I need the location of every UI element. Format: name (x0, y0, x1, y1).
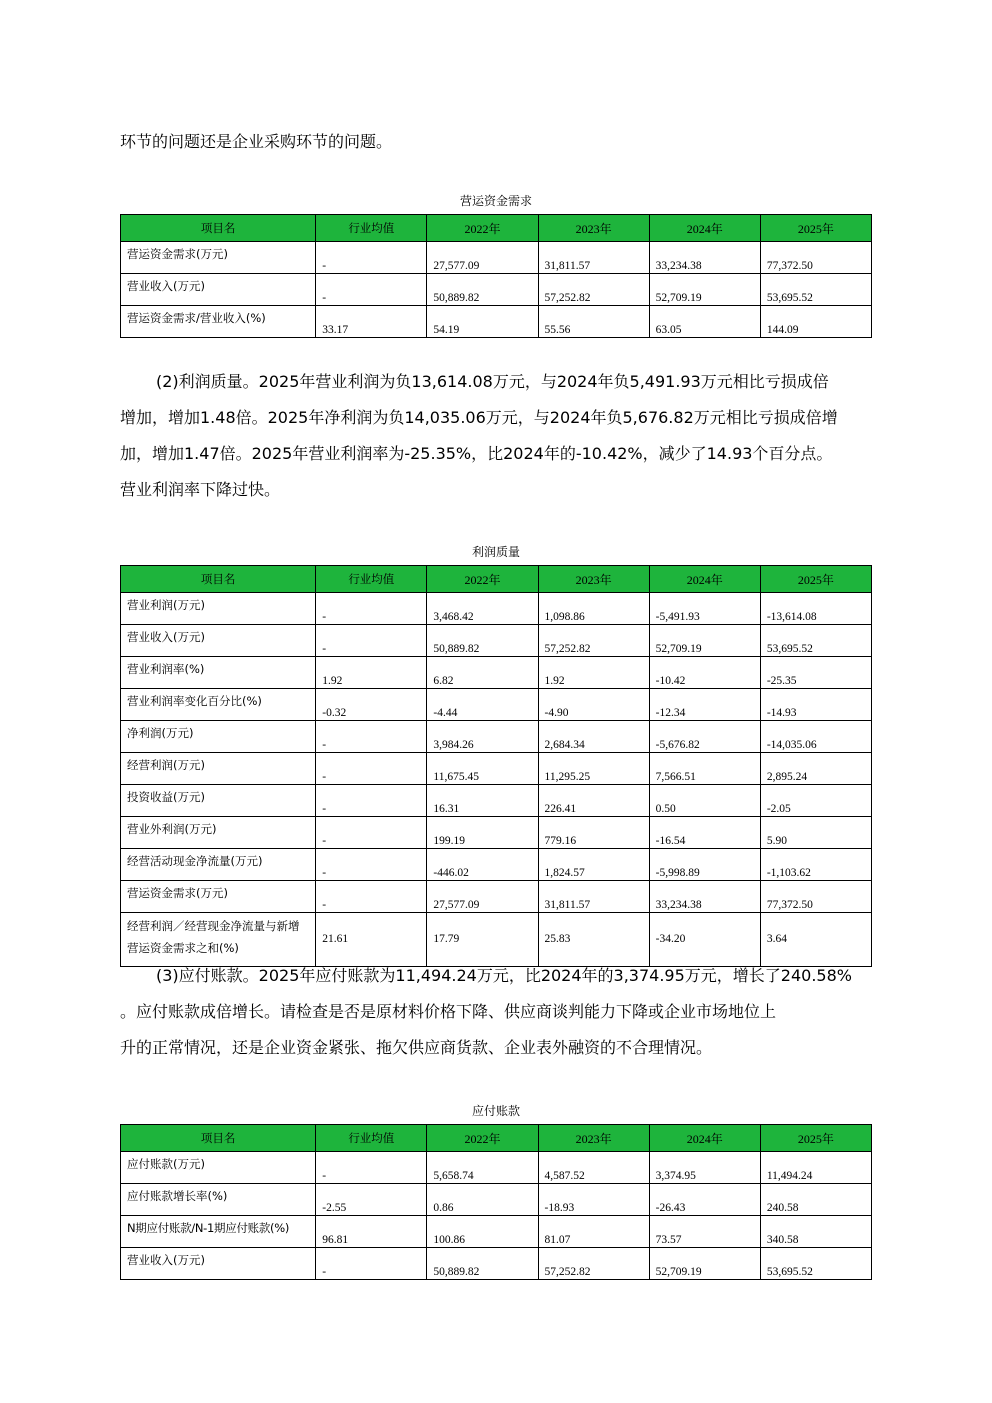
cell: 77,372.50 (760, 881, 871, 913)
cell: 144.09 (760, 306, 871, 338)
cell: 31,811.57 (538, 242, 649, 274)
cell: 55.56 (538, 306, 649, 338)
row-label: 净利润(万元) (121, 721, 316, 753)
para-line: (2)利润质量。2025年营业利润为负13,614.08万元，与2024年负5,491.93万元相比亏损成倍 (156, 372, 829, 391)
cell: 779.16 (538, 817, 649, 849)
accounts-payable-table (120, 1124, 872, 1280)
table1-caption: 营运资金需求 (459, 194, 532, 208)
table-row (121, 689, 872, 721)
cell: 53,695.52 (760, 625, 871, 657)
header-2025: 2025年 (760, 1125, 871, 1152)
row-label: 营运资金需求(万元) (121, 881, 316, 913)
row-label: 投资收益(万元) (121, 785, 316, 817)
cell: 73.57 (649, 1216, 760, 1248)
cell: - (316, 753, 427, 785)
cell: 199.19 (427, 817, 538, 849)
cell: 33.17 (316, 306, 427, 338)
cell: -2.55 (316, 1184, 427, 1216)
table-row (121, 306, 872, 338)
header-2022: 2022年 (427, 566, 538, 593)
cell: 96.81 (316, 1216, 427, 1248)
cell: -1,103.62 (760, 849, 871, 881)
cell: 50,889.82 (427, 274, 538, 306)
cell: 52,709.19 (649, 1248, 760, 1280)
cell: -34.20 (649, 913, 760, 967)
row-label: 营业收入(万元) (121, 625, 316, 657)
cell: 53,695.52 (760, 1248, 871, 1280)
table-row (121, 1184, 872, 1216)
cell: - (316, 274, 427, 306)
cell: - (316, 1248, 427, 1280)
cell: 4,587.52 (538, 1152, 649, 1184)
cell: -10.42 (649, 657, 760, 689)
cell: -5,998.89 (649, 849, 760, 881)
cell: - (316, 242, 427, 274)
cell: 54.19 (427, 306, 538, 338)
cell: 57,252.82 (538, 1248, 649, 1280)
cell: -14,035.06 (760, 721, 871, 753)
cell: 53,695.52 (760, 274, 871, 306)
table-row (121, 785, 872, 817)
table-row (121, 881, 872, 913)
table-header-row (121, 566, 872, 593)
header-2025: 2025年 (760, 566, 871, 593)
cell: 50,889.82 (427, 625, 538, 657)
para-line: (3)应付账款。2025年应付账款为11,494.24万元，比2024年的3,374.95万元，增长了240.58% (156, 966, 852, 985)
cell: 100.86 (427, 1216, 538, 1248)
cell: -4.44 (427, 689, 538, 721)
table-row (121, 274, 872, 306)
cell: -0.32 (316, 689, 427, 721)
header-item-name: 项目名 (121, 566, 316, 593)
cell: 27,577.09 (427, 881, 538, 913)
cell: 5.90 (760, 817, 871, 849)
row-label: 营业外利润(万元) (121, 817, 316, 849)
row-label: 经营利润／经营现金净流量与新增营运资金需求之和(%) (121, 913, 316, 967)
para-line: 营业利润率下降过快。 (120, 480, 281, 499)
cell: 340.58 (760, 1216, 871, 1248)
cell: 27,577.09 (427, 242, 538, 274)
header-2024: 2024年 (649, 566, 760, 593)
cell: 1.92 (316, 657, 427, 689)
header-industry-avg: 行业均值 (316, 566, 427, 593)
cell: 2,895.24 (760, 753, 871, 785)
cell: 240.58 (760, 1184, 871, 1216)
cell: 6.82 (427, 657, 538, 689)
cell: 11,494.24 (760, 1152, 871, 1184)
header-item-name: 项目名 (121, 215, 316, 242)
header-2025: 2025年 (760, 215, 871, 242)
header-item-name: 项目名 (121, 1125, 316, 1152)
cell: - (316, 849, 427, 881)
cell: 1,098.86 (538, 593, 649, 625)
cell: 63.05 (649, 306, 760, 338)
table3-caption: 应付账款 (471, 1104, 520, 1118)
cell: 57,252.82 (538, 274, 649, 306)
header-2024: 2024年 (649, 1125, 760, 1152)
row-label: 营业收入(万元) (121, 274, 316, 306)
cell: 52,709.19 (649, 274, 760, 306)
para-line: 增加，增加1.48倍。2025年净利润为负14,035.06万元，与2024年负5,676.82万元相比亏损成倍增 (120, 408, 838, 427)
cell: - (316, 881, 427, 913)
cell: 5,658.74 (427, 1152, 538, 1184)
cell: 3,374.95 (649, 1152, 760, 1184)
table2-caption: 利润质量 (471, 545, 520, 559)
table-row (121, 817, 872, 849)
cell: -18.93 (538, 1184, 649, 1216)
table-row (121, 657, 872, 689)
cell: 2,684.34 (538, 721, 649, 753)
cell: - (316, 1152, 427, 1184)
header-2022: 2022年 (427, 215, 538, 242)
cell: -5,491.93 (649, 593, 760, 625)
cell: -5,676.82 (649, 721, 760, 753)
cell: 77,372.50 (760, 242, 871, 274)
header-2023: 2023年 (538, 1125, 649, 1152)
cell: 1,824.57 (538, 849, 649, 881)
table-row (121, 625, 872, 657)
table-row (121, 593, 872, 625)
cell: -26.43 (649, 1184, 760, 1216)
table-header-row (121, 215, 872, 242)
header-2024: 2024年 (649, 215, 760, 242)
table-row (121, 1152, 872, 1184)
cell: -16.54 (649, 817, 760, 849)
cell: - (316, 593, 427, 625)
cell: 81.07 (538, 1216, 649, 1248)
cell: -14.93 (760, 689, 871, 721)
cell: - (316, 625, 427, 657)
row-label: N期应付账款/N-1期应付账款(%) (121, 1216, 316, 1248)
row-label: 营业利润(万元) (121, 593, 316, 625)
para-line: 升的正常情况，还是企业资金紧张、拖欠供应商货款、企业表外融资的不合理情况。 (120, 1038, 713, 1057)
row-label: 营业利润率(%) (121, 657, 316, 689)
cell: -446.02 (427, 849, 538, 881)
cell: 33,234.38 (649, 881, 760, 913)
cell: 3,468.42 (427, 593, 538, 625)
cell: 3,984.26 (427, 721, 538, 753)
cell: 52,709.19 (649, 625, 760, 657)
row-label: 营业利润率变化百分比(%) (121, 689, 316, 721)
cell: -13,614.08 (760, 593, 871, 625)
intro-paragraph: 环节的问题还是企业采购环节的问题。 (120, 132, 393, 151)
table-row (121, 721, 872, 753)
header-2023: 2023年 (538, 566, 649, 593)
row-label: 应付账款(万元) (121, 1152, 316, 1184)
table-row (121, 1216, 872, 1248)
cell: 31,811.57 (538, 881, 649, 913)
table-row (121, 242, 872, 274)
para-line: 。应付账款成倍增长。请检查是否是原材料价格下降、供应商谈判能力下降或企业市场地位上 (120, 1002, 777, 1021)
cell: -4.90 (538, 689, 649, 721)
cell: 226.41 (538, 785, 649, 817)
table-row (121, 1248, 872, 1280)
cell: 21.61 (316, 913, 427, 967)
profit-quality-table (120, 565, 872, 967)
cell: - (316, 817, 427, 849)
header-industry-avg: 行业均值 (316, 215, 427, 242)
cell: 57,252.82 (538, 625, 649, 657)
working-capital-table (120, 214, 872, 338)
accounts-payable-paragraph (120, 958, 875, 1066)
cell: 16.31 (427, 785, 538, 817)
cell: - (316, 785, 427, 817)
cell: 11,295.25 (538, 753, 649, 785)
header-industry-avg: 行业均值 (316, 1125, 427, 1152)
cell: 50,889.82 (427, 1248, 538, 1280)
cell: -25.35 (760, 657, 871, 689)
cell: 0.86 (427, 1184, 538, 1216)
cell: - (316, 721, 427, 753)
table-header-row (121, 1125, 872, 1152)
cell: 25.83 (538, 913, 649, 967)
row-label: 经营利润(万元) (121, 753, 316, 785)
header-2022: 2022年 (427, 1125, 538, 1152)
row-label: 营运资金需求(万元) (121, 242, 316, 274)
row-label: 营业收入(万元) (121, 1248, 316, 1280)
para-line: 加，增加1.47倍。2025年营业利润率为-25.35%，比2024年的-10.42%，减少了14.93个百分点。 (120, 444, 833, 463)
cell: 1.92 (538, 657, 649, 689)
cell: 11,675.45 (427, 753, 538, 785)
table-row (121, 849, 872, 881)
cell: -12.34 (649, 689, 760, 721)
cell: 17.79 (427, 913, 538, 967)
row-label: 应付账款增长率(%) (121, 1184, 316, 1216)
profit-quality-paragraph (120, 364, 875, 508)
cell: 33,234.38 (649, 242, 760, 274)
cell: 7,566.51 (649, 753, 760, 785)
cell: 3.64 (760, 913, 871, 967)
row-label: 营运资金需求/营业收入(%) (121, 306, 316, 338)
cell: 0.50 (649, 785, 760, 817)
row-label: 经营活动现金净流量(万元) (121, 849, 316, 881)
cell: -2.05 (760, 785, 871, 817)
header-2023: 2023年 (538, 215, 649, 242)
table-row (121, 753, 872, 785)
